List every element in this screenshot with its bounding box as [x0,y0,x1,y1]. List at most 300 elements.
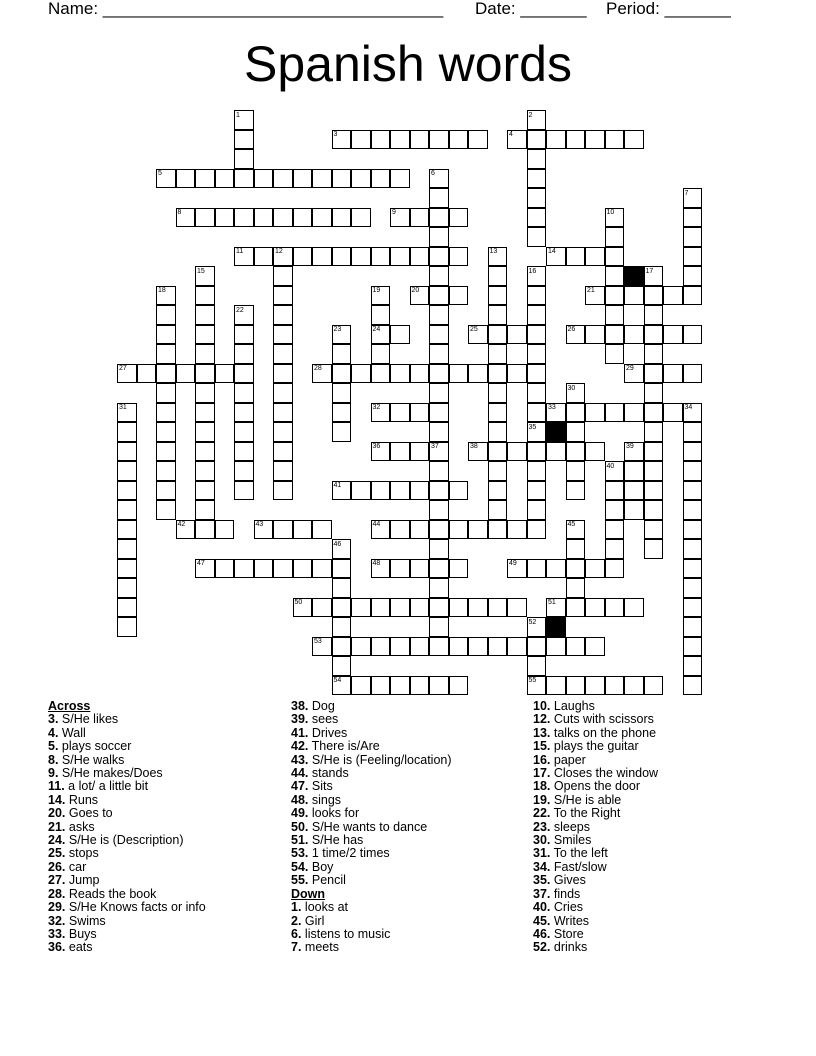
crossword-cell[interactable] [566,247,586,267]
crossword-cell[interactable] [624,481,644,501]
crossword-cell[interactable] [566,481,586,501]
crossword-cell[interactable] [371,169,391,189]
crossword-cell[interactable] [390,169,410,189]
crossword-cell[interactable] [488,344,508,364]
crossword-cell[interactable] [429,461,449,481]
crossword-cell[interactable] [527,305,547,325]
crossword-cell[interactable] [371,364,391,384]
crossword-cell[interactable] [195,383,215,403]
crossword-cell[interactable] [527,208,547,228]
crossword-cell[interactable] [410,364,430,384]
crossword-cell[interactable] [195,520,215,540]
crossword-cell[interactable] [429,227,449,247]
crossword-cell[interactable] [234,344,254,364]
crossword-cell[interactable] [254,247,274,267]
crossword-cell[interactable] [332,656,352,676]
crossword-cell[interactable] [585,130,605,150]
crossword-cell[interactable] [234,169,254,189]
crossword-cell[interactable] [332,364,352,384]
crossword-cell[interactable] [449,559,469,579]
crossword-cell[interactable] [488,461,508,481]
crossword-cell[interactable] [390,598,410,618]
crossword-cell[interactable] [605,481,625,501]
crossword-cell[interactable] [234,149,254,169]
crossword-cell[interactable] [683,266,703,286]
crossword-cell[interactable] [234,461,254,481]
crossword-cell[interactable] [683,442,703,462]
crossword-cell[interactable] [683,578,703,598]
crossword-cell[interactable] [371,598,391,618]
crossword-cell[interactable] [449,286,469,306]
crossword-cell[interactable] [156,481,176,501]
crossword-cell[interactable] [195,461,215,481]
crossword-cell[interactable] [546,637,566,657]
crossword-cell[interactable] [429,247,449,267]
crossword-cell[interactable] [468,598,488,618]
crossword-cell[interactable] [507,325,527,345]
crossword-cell[interactable] [663,403,683,423]
crossword-cell[interactable] [429,383,449,403]
crossword-cell[interactable] [293,559,313,579]
crossword-cell[interactable] [312,169,332,189]
crossword-cell[interactable] [273,520,293,540]
crossword-cell[interactable] [527,481,547,501]
crossword-cell[interactable] [117,559,137,579]
crossword-cell[interactable] [117,442,137,462]
crossword-cell[interactable] [488,403,508,423]
crossword-cell[interactable] [351,481,371,501]
crossword-cell[interactable] [429,676,449,696]
crossword-cell[interactable] [449,520,469,540]
crossword-cell[interactable] [273,383,293,403]
crossword-cell[interactable] [527,149,547,169]
crossword-cell[interactable] [527,364,547,384]
crossword-cell[interactable] [566,403,586,423]
crossword-cell[interactable] [293,208,313,228]
crossword-cell[interactable] [644,539,664,559]
crossword-cell[interactable] [605,559,625,579]
crossword-cell[interactable] [390,130,410,150]
crossword-cell[interactable] [507,637,527,657]
crossword-cell[interactable] [156,442,176,462]
crossword-cell[interactable] [371,247,391,267]
crossword-cell[interactable] [527,286,547,306]
crossword-cell[interactable] [566,461,586,481]
crossword-cell[interactable] [429,208,449,228]
name-field-label[interactable]: Name: ____________________________________ [48,0,444,18]
crossword-cell[interactable] [215,208,235,228]
crossword-cell[interactable] [273,169,293,189]
crossword-cell[interactable] [624,286,644,306]
crossword-cell[interactable] [527,656,547,676]
crossword-cell[interactable] [683,364,703,384]
crossword-cell[interactable] [488,637,508,657]
crossword-cell[interactable] [234,481,254,501]
crossword-cell[interactable] [390,559,410,579]
crossword-cell[interactable] [546,130,566,150]
crossword-cell[interactable] [351,364,371,384]
crossword-cell[interactable] [488,305,508,325]
crossword-cell[interactable] [351,169,371,189]
crossword-cell[interactable] [644,481,664,501]
crossword-cell[interactable] [488,520,508,540]
crossword-cell[interactable] [507,442,527,462]
crossword-cell[interactable] [683,598,703,618]
crossword-cell[interactable] [429,481,449,501]
crossword-cell[interactable] [410,520,430,540]
crossword-cell[interactable] [605,325,625,345]
crossword-cell[interactable] [644,305,664,325]
crossword-cell[interactable] [332,169,352,189]
crossword-cell[interactable] [429,305,449,325]
crossword-cell[interactable] [273,422,293,442]
crossword-cell[interactable] [527,500,547,520]
crossword-cell[interactable] [683,286,703,306]
crossword-cell[interactable] [624,130,644,150]
crossword-cell[interactable] [156,344,176,364]
crossword-cell[interactable] [605,247,625,267]
crossword-cell[interactable] [605,539,625,559]
crossword-cell[interactable] [546,676,566,696]
crossword-cell[interactable] [410,481,430,501]
crossword-cell[interactable] [410,247,430,267]
crossword-cell[interactable] [293,169,313,189]
crossword-cell[interactable] [234,559,254,579]
crossword-cell[interactable] [585,442,605,462]
crossword-cell[interactable] [429,598,449,618]
crossword-cell[interactable] [429,325,449,345]
crossword-cell[interactable] [293,247,313,267]
crossword-cell[interactable] [683,500,703,520]
crossword-cell[interactable] [332,383,352,403]
crossword-cell[interactable] [234,208,254,228]
crossword-cell[interactable] [488,500,508,520]
crossword-cell[interactable] [644,344,664,364]
crossword-cell[interactable] [429,500,449,520]
crossword-cell[interactable] [585,325,605,345]
crossword-cell[interactable] [195,481,215,501]
crossword-cell[interactable] [234,383,254,403]
crossword-cell[interactable] [605,520,625,540]
crossword-cell[interactable] [527,169,547,189]
crossword-cell[interactable] [390,403,410,423]
crossword-cell[interactable] [273,325,293,345]
crossword-cell[interactable] [624,500,644,520]
crossword-cell[interactable] [390,520,410,540]
crossword-cell[interactable] [117,598,137,618]
crossword-cell[interactable] [117,578,137,598]
crossword-cell[interactable] [312,208,332,228]
crossword-cell[interactable] [195,442,215,462]
crossword-cell[interactable] [351,598,371,618]
crossword-cell[interactable] [156,383,176,403]
crossword-cell[interactable] [429,559,449,579]
crossword-cell[interactable] [488,481,508,501]
crossword-cell[interactable] [215,520,235,540]
crossword-cell[interactable] [527,325,547,345]
crossword-cell[interactable] [605,676,625,696]
crossword-cell[interactable] [429,637,449,657]
crossword-cell[interactable] [566,637,586,657]
crossword-cell[interactable] [507,364,527,384]
crossword-cell[interactable] [410,208,430,228]
crossword-cell[interactable] [371,637,391,657]
crossword-cell[interactable] [644,383,664,403]
crossword-cell[interactable] [624,461,644,481]
crossword-cell[interactable] [527,403,547,423]
crossword-cell[interactable] [683,656,703,676]
crossword-cell[interactable] [234,442,254,462]
crossword-cell[interactable] [410,598,430,618]
crossword-cell[interactable] [273,403,293,423]
crossword-cell[interactable] [332,208,352,228]
crossword-cell[interactable] [683,539,703,559]
crossword-cell[interactable] [390,325,410,345]
crossword-cell[interactable] [449,247,469,267]
crossword-cell[interactable] [527,383,547,403]
crossword-cell[interactable] [429,130,449,150]
crossword-cell[interactable] [527,344,547,364]
crossword-cell[interactable] [429,188,449,208]
crossword-cell[interactable] [156,403,176,423]
crossword-cell[interactable] [585,637,605,657]
crossword-cell[interactable] [273,461,293,481]
crossword-cell[interactable] [566,578,586,598]
crossword-cell[interactable] [215,559,235,579]
crossword-cell[interactable] [273,442,293,462]
crossword-cell[interactable] [507,520,527,540]
crossword-cell[interactable] [546,442,566,462]
crossword-cell[interactable] [156,364,176,384]
crossword-cell[interactable] [195,208,215,228]
crossword-cell[interactable] [449,637,469,657]
crossword-cell[interactable] [644,520,664,540]
crossword-cell[interactable] [683,461,703,481]
crossword-cell[interactable] [332,422,352,442]
crossword-cell[interactable] [117,500,137,520]
crossword-cell[interactable] [585,598,605,618]
crossword-cell[interactable] [683,227,703,247]
crossword-cell[interactable] [332,247,352,267]
crossword-cell[interactable] [585,247,605,267]
crossword-cell[interactable] [273,559,293,579]
crossword-cell[interactable] [429,539,449,559]
crossword-cell[interactable] [468,637,488,657]
crossword-cell[interactable] [410,559,430,579]
crossword-cell[interactable] [195,364,215,384]
crossword-cell[interactable] [273,305,293,325]
crossword-cell[interactable] [683,559,703,579]
crossword-cell[interactable] [273,266,293,286]
crossword-cell[interactable] [644,325,664,345]
crossword-cell[interactable] [566,422,586,442]
crossword-cell[interactable] [390,481,410,501]
crossword-cell[interactable] [234,403,254,423]
crossword-cell[interactable] [605,227,625,247]
crossword-cell[interactable] [195,422,215,442]
crossword-cell[interactable] [390,247,410,267]
crossword-cell[interactable] [683,676,703,696]
crossword-cell[interactable] [429,266,449,286]
crossword-cell[interactable] [371,344,391,364]
crossword-cell[interactable] [234,325,254,345]
crossword-cell[interactable] [683,208,703,228]
crossword-cell[interactable] [215,364,235,384]
crossword-cell[interactable] [644,403,664,423]
crossword-cell[interactable] [410,130,430,150]
crossword-cell[interactable] [527,520,547,540]
crossword-cell[interactable] [410,676,430,696]
crossword-cell[interactable] [332,578,352,598]
crossword-cell[interactable] [351,247,371,267]
crossword-cell[interactable] [410,637,430,657]
crossword-cell[interactable] [566,676,586,696]
crossword-cell[interactable] [234,364,254,384]
crossword-cell[interactable] [449,598,469,618]
crossword-cell[interactable] [371,305,391,325]
crossword-cell[interactable] [390,442,410,462]
crossword-cell[interactable] [371,481,391,501]
crossword-cell[interactable] [683,325,703,345]
crossword-cell[interactable] [566,442,586,462]
crossword-cell[interactable] [488,325,508,345]
crossword-cell[interactable] [605,305,625,325]
period-field-label[interactable]: Period: _______ [606,0,731,18]
crossword-cell[interactable] [507,598,527,618]
crossword-cell[interactable] [566,598,586,618]
crossword-cell[interactable] [117,617,137,637]
crossword-cell[interactable] [605,598,625,618]
crossword-cell[interactable] [527,442,547,462]
crossword-cell[interactable] [683,617,703,637]
crossword-cell[interactable] [332,637,352,657]
crossword-cell[interactable] [605,130,625,150]
date-field-label[interactable]: Date: _______ [475,0,587,18]
crossword-cell[interactable] [312,559,332,579]
crossword-cell[interactable] [351,130,371,150]
crossword-cell[interactable] [312,520,332,540]
crossword-cell[interactable] [254,559,274,579]
crossword-cell[interactable] [527,188,547,208]
crossword-cell[interactable] [624,325,644,345]
crossword-cell[interactable] [566,539,586,559]
crossword-cell[interactable] [527,461,547,481]
crossword-cell[interactable] [683,637,703,657]
crossword-cell[interactable] [527,637,547,657]
crossword-cell[interactable] [117,461,137,481]
crossword-cell[interactable] [566,559,586,579]
crossword-cell[interactable] [273,364,293,384]
crossword-cell[interactable] [332,344,352,364]
crossword-cell[interactable] [488,383,508,403]
crossword-cell[interactable] [351,676,371,696]
crossword-cell[interactable] [195,403,215,423]
crossword-cell[interactable] [156,325,176,345]
crossword-cell[interactable] [390,637,410,657]
crossword-cell[interactable] [156,422,176,442]
crossword-cell[interactable] [234,130,254,150]
crossword-cell[interactable] [293,520,313,540]
crossword-cell[interactable] [644,422,664,442]
crossword-cell[interactable] [488,266,508,286]
crossword-cell[interactable] [273,481,293,501]
crossword-cell[interactable] [117,520,137,540]
crossword-cell[interactable] [429,344,449,364]
crossword-cell[interactable] [195,169,215,189]
crossword-cell[interactable] [585,559,605,579]
crossword-cell[interactable] [195,286,215,306]
crossword-cell[interactable] [585,403,605,423]
crossword-cell[interactable] [585,676,605,696]
crossword-cell[interactable] [605,344,625,364]
crossword-cell[interactable] [683,247,703,267]
crossword-cell[interactable] [273,208,293,228]
crossword-cell[interactable] [332,598,352,618]
crossword-cell[interactable] [566,130,586,150]
crossword-cell[interactable] [429,578,449,598]
crossword-cell[interactable] [605,500,625,520]
crossword-cell[interactable] [429,617,449,637]
crossword-cell[interactable] [663,325,683,345]
crossword-cell[interactable] [195,305,215,325]
crossword-cell[interactable] [663,364,683,384]
crossword-cell[interactable] [488,422,508,442]
crossword-cell[interactable] [117,422,137,442]
crossword-cell[interactable] [605,403,625,423]
crossword-cell[interactable] [234,422,254,442]
crossword-cell[interactable] [195,344,215,364]
crossword-cell[interactable] [624,403,644,423]
crossword-cell[interactable] [683,520,703,540]
crossword-cell[interactable] [546,559,566,579]
crossword-cell[interactable] [527,559,547,579]
crossword-cell[interactable] [644,500,664,520]
crossword-cell[interactable] [488,442,508,462]
crossword-cell[interactable] [273,286,293,306]
crossword-cell[interactable] [683,481,703,501]
crossword-cell[interactable] [390,676,410,696]
crossword-cell[interactable] [312,598,332,618]
crossword-cell[interactable] [429,286,449,306]
crossword-cell[interactable] [215,169,235,189]
crossword-cell[interactable] [351,637,371,657]
crossword-cell[interactable] [449,676,469,696]
crossword-cell[interactable] [195,325,215,345]
crossword-cell[interactable] [429,520,449,540]
crossword-cell[interactable] [488,286,508,306]
crossword-cell[interactable] [605,266,625,286]
crossword-cell[interactable] [429,403,449,423]
crossword-cell[interactable] [117,481,137,501]
crossword-cell[interactable] [410,403,430,423]
crossword-cell[interactable] [254,208,274,228]
crossword-cell[interactable] [605,286,625,306]
crossword-cell[interactable] [429,422,449,442]
crossword-cell[interactable] [644,286,664,306]
crossword-cell[interactable] [449,364,469,384]
crossword-cell[interactable] [449,130,469,150]
crossword-cell[interactable] [624,676,644,696]
crossword-cell[interactable] [117,539,137,559]
crossword-cell[interactable] [527,130,547,150]
crossword-cell[interactable] [624,598,644,618]
crossword-cell[interactable] [410,442,430,462]
crossword-cell[interactable] [488,598,508,618]
crossword-cell[interactable] [195,500,215,520]
crossword-cell[interactable] [644,364,664,384]
crossword-cell[interactable] [254,169,274,189]
crossword-cell[interactable] [176,364,196,384]
